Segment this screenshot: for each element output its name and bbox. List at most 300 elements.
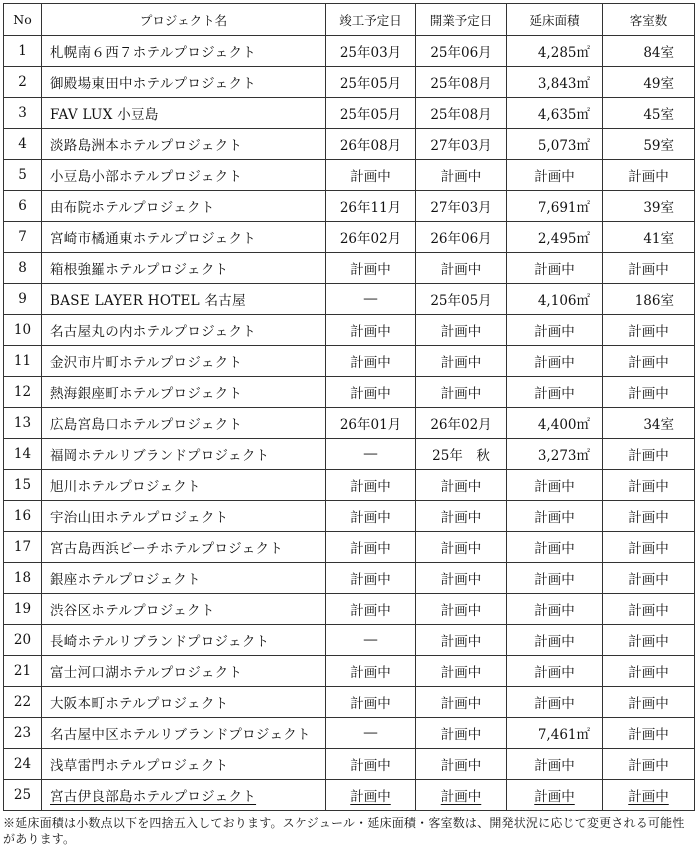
row-room-count-text: 計画中	[628, 169, 669, 185]
row-room-count	[603, 501, 695, 532]
row-completion-date-text: 計画中	[350, 603, 391, 619]
row-no-text: 11	[13, 353, 32, 369]
row-completion-date-text: 計画中	[350, 758, 391, 774]
row-no	[4, 98, 42, 129]
footnote: ※延床面積は小数点以下を四捨五入しております。スケジュール・延床面積・客室数は、開発状況に応じて変更される可能性があります。	[3, 816, 685, 846]
row-room-count	[603, 656, 695, 687]
row-no-text: 7	[18, 229, 27, 245]
row-floor-area-text: 計画中	[534, 603, 575, 619]
row-completion-date-text: ―	[363, 632, 378, 648]
row-room-count-text: 59室	[643, 138, 674, 154]
row-opening-date-text: 計画中	[440, 479, 482, 495]
row-room-count-text: 186室	[634, 293, 674, 309]
row-opening-date	[416, 284, 507, 315]
row-no-text: 6	[18, 198, 27, 214]
row-no	[4, 687, 42, 718]
row-no-text: 22	[13, 694, 32, 710]
table-header-row	[4, 4, 695, 36]
table-row	[4, 749, 695, 780]
row-floor-area-text: 3,273㎡	[537, 448, 590, 464]
row-opening-date-text: 計画中	[440, 355, 482, 371]
row-floor-area-text: 計画中	[534, 479, 575, 495]
row-opening-date	[416, 439, 507, 470]
row-floor-area	[507, 160, 603, 191]
row-floor-area	[507, 222, 603, 253]
row-no-text: 10	[13, 322, 32, 338]
row-room-count	[603, 98, 695, 129]
row-project-name-text: 浅草雷門ホテルプロジェクト	[50, 758, 229, 774]
row-completion-date	[326, 67, 416, 98]
row-room-count	[603, 284, 695, 315]
row-completion-date-text: ―	[363, 725, 378, 741]
row-completion-date-text: 計画中	[350, 665, 391, 681]
row-no	[4, 625, 42, 656]
row-floor-area	[507, 377, 603, 408]
table-row	[4, 656, 695, 687]
row-no-text: 23	[13, 725, 32, 741]
row-floor-area-text: 4,106㎡	[537, 293, 590, 309]
row-completion-date	[326, 160, 416, 191]
row-project-name-text: 宇治山田ホテルプロジェクト	[50, 510, 229, 526]
row-room-count-text: 計画中	[628, 355, 669, 371]
row-completion-date	[326, 749, 416, 780]
row-floor-area	[507, 780, 603, 811]
row-floor-area	[507, 656, 603, 687]
row-floor-area-text: 4,635㎡	[537, 107, 590, 123]
row-room-count	[603, 594, 695, 625]
row-floor-area-text: 計画中	[534, 169, 575, 185]
table-row	[4, 780, 695, 811]
row-opening-date-text: 計画中	[440, 665, 482, 681]
row-no	[4, 470, 42, 501]
row-floor-area	[507, 98, 603, 129]
row-floor-area-text: 計画中	[534, 789, 575, 805]
row-project-name	[42, 532, 326, 563]
row-no	[4, 284, 42, 315]
row-opening-date	[416, 315, 507, 346]
row-project-name-text: 御殿場東田中ホテルプロジェクト	[50, 76, 257, 92]
row-floor-area-text: 3,843㎡	[537, 76, 590, 92]
row-no-text: 4	[18, 136, 27, 152]
row-no	[4, 656, 42, 687]
row-opening-date	[416, 749, 507, 780]
row-completion-date	[326, 98, 416, 129]
row-no-text: 20	[13, 632, 32, 648]
row-floor-area-text: 2,495㎡	[537, 231, 590, 247]
row-project-name-text: FAV LUX 小豆島	[50, 107, 159, 123]
table-row	[4, 563, 695, 594]
row-room-count-text: 45室	[643, 107, 674, 123]
row-project-name-text: 札幌南６西７ホテルプロジェクト	[50, 45, 257, 61]
row-opening-date-text: 計画中	[440, 510, 482, 526]
row-project-name	[42, 439, 326, 470]
row-floor-area-text: 7,461㎡	[537, 727, 590, 743]
row-room-count	[603, 687, 695, 718]
row-floor-area	[507, 718, 603, 749]
row-room-count	[603, 563, 695, 594]
table-row	[4, 129, 695, 160]
row-opening-date	[416, 594, 507, 625]
row-completion-date	[326, 718, 416, 749]
row-project-name-text: 小豆島小部ホテルプロジェクト	[50, 169, 243, 185]
row-project-name-text: 由布院ホテルプロジェクト	[50, 200, 215, 216]
row-no-text: 2	[18, 74, 27, 90]
row-room-count-text: 計画中	[628, 572, 669, 588]
row-opening-date	[416, 346, 507, 377]
row-no	[4, 253, 42, 284]
row-room-count	[603, 532, 695, 563]
row-completion-date-text: 計画中	[350, 541, 391, 557]
row-floor-area-text: 計画中	[534, 510, 575, 526]
row-completion-date-text: 計画中	[350, 510, 391, 526]
row-opening-date-text: 計画中	[440, 696, 482, 712]
row-room-count	[603, 780, 695, 811]
row-no	[4, 36, 42, 67]
row-project-name-text: 渋谷区ホテルプロジェクト	[50, 603, 215, 619]
row-room-count-text: 計画中	[628, 386, 669, 402]
row-opening-date	[416, 780, 507, 811]
row-project-name-text: 宮崎市橘通東ホテルプロジェクト	[50, 231, 257, 247]
row-opening-date	[416, 253, 507, 284]
row-project-name	[42, 470, 326, 501]
row-floor-area-text: 計画中	[534, 355, 575, 371]
row-room-count-text: 計画中	[628, 262, 669, 278]
row-no	[4, 160, 42, 191]
row-no	[4, 315, 42, 346]
row-project-name	[42, 129, 326, 160]
row-room-count	[603, 749, 695, 780]
row-completion-date	[326, 191, 416, 222]
row-opening-date	[416, 656, 507, 687]
row-floor-area	[507, 36, 603, 67]
row-room-count-text: 計画中	[628, 510, 669, 526]
row-opening-date	[416, 160, 507, 191]
row-opening-date-text: 計画中	[440, 572, 482, 588]
row-completion-date	[326, 222, 416, 253]
row-no	[4, 780, 42, 811]
table-row	[4, 625, 695, 656]
row-room-count-text: 39室	[643, 200, 674, 216]
row-room-count-text: 計画中	[628, 479, 669, 495]
row-no	[4, 501, 42, 532]
row-project-name-text: 長崎ホテルリブランドプロジェクト	[50, 634, 270, 650]
row-no-text: 16	[13, 508, 32, 524]
row-floor-area	[507, 67, 603, 98]
table-row	[4, 408, 695, 439]
row-no	[4, 594, 42, 625]
row-completion-date	[326, 470, 416, 501]
row-completion-date-text: 25年03月	[339, 45, 402, 61]
header-no: No	[4, 4, 42, 36]
row-project-name-text: 名古屋中区ホテルリブランドプロジェクト	[50, 727, 311, 743]
row-room-count-text: 84室	[643, 45, 674, 61]
row-room-count-text: 計画中	[628, 634, 669, 650]
row-project-name	[42, 501, 326, 532]
table-row	[4, 718, 695, 749]
row-room-count	[603, 129, 695, 160]
row-opening-date	[416, 408, 507, 439]
row-project-name-text: 宮古伊良部島ホテルプロジェクト	[50, 789, 257, 805]
row-no	[4, 718, 42, 749]
row-opening-date	[416, 687, 507, 718]
row-floor-area	[507, 191, 603, 222]
row-completion-date	[326, 439, 416, 470]
row-floor-area-text: 7,691㎡	[537, 200, 590, 216]
row-no-text: 14	[13, 446, 32, 462]
row-project-name	[42, 594, 326, 625]
row-opening-date	[416, 625, 507, 656]
row-completion-date	[326, 780, 416, 811]
row-opening-date	[416, 470, 507, 501]
row-project-name	[42, 98, 326, 129]
row-floor-area-text: 計画中	[534, 696, 575, 712]
row-opening-date-text: 計画中	[440, 603, 482, 619]
header-opening-date: 開業予定日	[416, 4, 507, 36]
row-project-name	[42, 625, 326, 656]
row-room-count	[603, 160, 695, 191]
row-no-text: 1	[18, 43, 27, 59]
row-project-name	[42, 222, 326, 253]
row-opening-date-text: 計画中	[440, 169, 482, 185]
row-completion-date-text: 計画中	[350, 479, 391, 495]
row-opening-date	[416, 377, 507, 408]
row-completion-date	[326, 532, 416, 563]
row-floor-area	[507, 253, 603, 284]
row-completion-date	[326, 253, 416, 284]
row-project-name	[42, 563, 326, 594]
row-floor-area-text: 4,285㎡	[537, 45, 590, 61]
row-floor-area-text: 計画中	[534, 758, 575, 774]
row-floor-area	[507, 594, 603, 625]
row-project-name	[42, 780, 326, 811]
row-floor-area	[507, 532, 603, 563]
row-floor-area	[507, 129, 603, 160]
row-project-name-text: 福岡ホテルリブランドプロジェクト	[50, 448, 270, 464]
row-opening-date-text: 25年 秋	[432, 448, 490, 464]
row-floor-area	[507, 749, 603, 780]
row-room-count	[603, 625, 695, 656]
row-opening-date-text: 計画中	[440, 727, 482, 743]
row-floor-area-text: 計画中	[534, 634, 575, 650]
row-project-name-text: 箱根強羅ホテルプロジェクト	[50, 262, 229, 278]
row-no-text: 15	[13, 477, 32, 493]
row-room-count-text: 計画中	[628, 696, 669, 712]
row-project-name-text: 熱海銀座町ホテルプロジェクト	[50, 386, 243, 402]
row-no	[4, 67, 42, 98]
table-row	[4, 687, 695, 718]
row-room-count-text: 計画中	[628, 541, 669, 557]
row-opening-date-text: 27年03月	[430, 200, 492, 216]
row-floor-area	[507, 501, 603, 532]
row-completion-date	[326, 501, 416, 532]
row-floor-area-text: 5,073㎡	[537, 138, 590, 154]
row-completion-date-text: ―	[363, 291, 378, 307]
row-completion-date-text: 26年08月	[339, 138, 402, 154]
row-opening-date	[416, 501, 507, 532]
row-project-name-text: BASE LAYER HOTEL 名古屋	[50, 293, 246, 309]
row-project-name-text: 広島宮島口ホテルプロジェクト	[50, 417, 243, 433]
row-no-text: 25	[13, 787, 32, 803]
row-no-text: 8	[18, 260, 27, 276]
row-project-name	[42, 160, 326, 191]
row-completion-date-text: 計画中	[350, 386, 391, 402]
row-project-name	[42, 749, 326, 780]
row-floor-area-text: 計画中	[534, 262, 575, 278]
row-opening-date	[416, 98, 507, 129]
row-room-count-text: 計画中	[628, 603, 669, 619]
row-no	[4, 532, 42, 563]
row-project-name-text: 宮古島西浜ビーチホテルプロジェクト	[50, 541, 284, 557]
row-room-count-text: 34室	[643, 417, 674, 433]
row-project-name	[42, 718, 326, 749]
header-floor-area: 延床面積	[507, 4, 603, 36]
table-row	[4, 315, 695, 346]
row-project-name	[42, 687, 326, 718]
row-completion-date-text: 26年01月	[339, 417, 402, 433]
row-opening-date	[416, 191, 507, 222]
row-room-count-text: 計画中	[628, 665, 669, 681]
row-floor-area	[507, 315, 603, 346]
row-room-count	[603, 346, 695, 377]
row-room-count	[603, 67, 695, 98]
row-project-name	[42, 377, 326, 408]
header-project-name: プロジェクト名	[42, 4, 326, 36]
row-floor-area	[507, 563, 603, 594]
row-room-count-text: 計画中	[628, 727, 669, 743]
row-room-count	[603, 191, 695, 222]
row-project-name	[42, 191, 326, 222]
row-completion-date	[326, 129, 416, 160]
row-no-text: 5	[18, 167, 27, 183]
row-no-text: 3	[18, 105, 27, 121]
row-project-name	[42, 315, 326, 346]
row-floor-area	[507, 346, 603, 377]
table-row	[4, 501, 695, 532]
table-row	[4, 67, 695, 98]
row-project-name	[42, 36, 326, 67]
row-completion-date	[326, 687, 416, 718]
row-no	[4, 439, 42, 470]
row-no-text: 18	[13, 570, 32, 586]
row-completion-date	[326, 408, 416, 439]
row-completion-date	[326, 36, 416, 67]
table-row	[4, 346, 695, 377]
row-opening-date-text: 27年03月	[430, 138, 492, 154]
row-room-count-text: 計画中	[628, 789, 669, 805]
row-completion-date-text: 計画中	[350, 696, 391, 712]
row-opening-date-text: 26年06月	[430, 231, 492, 247]
row-no	[4, 191, 42, 222]
table-row	[4, 470, 695, 501]
row-opening-date-text: 計画中	[440, 758, 482, 774]
row-completion-date-text: 計画中	[350, 169, 391, 185]
row-room-count	[603, 408, 695, 439]
row-room-count	[603, 36, 695, 67]
row-floor-area-text: 計画中	[534, 572, 575, 588]
row-opening-date-text: 計画中	[440, 262, 482, 278]
row-completion-date	[326, 377, 416, 408]
row-project-name-text: 大阪本町ホテルプロジェクト	[50, 696, 229, 712]
row-room-count	[603, 222, 695, 253]
table-row	[4, 98, 695, 129]
row-floor-area	[507, 408, 603, 439]
row-no-text: 9	[18, 291, 27, 307]
row-no-text: 21	[13, 663, 32, 679]
row-opening-date-text: 25年08月	[430, 76, 492, 92]
row-room-count	[603, 470, 695, 501]
row-opening-date-text: 計画中	[440, 324, 482, 340]
row-floor-area-text: 4,400㎡	[537, 417, 590, 433]
row-opening-date	[416, 718, 507, 749]
row-floor-area	[507, 625, 603, 656]
table-row	[4, 191, 695, 222]
row-no	[4, 563, 42, 594]
row-project-name	[42, 656, 326, 687]
row-no-text: 17	[13, 539, 32, 555]
row-room-count-text: 計画中	[628, 448, 669, 464]
row-completion-date	[326, 563, 416, 594]
row-room-count	[603, 315, 695, 346]
row-floor-area	[507, 687, 603, 718]
row-no	[4, 129, 42, 160]
row-room-count-text: 計画中	[628, 324, 669, 340]
row-completion-date-text: 計画中	[350, 355, 391, 371]
row-opening-date-text: 計画中	[440, 386, 482, 402]
row-project-name-text: 名古屋丸の内ホテルプロジェクト	[50, 324, 257, 340]
row-completion-date	[326, 656, 416, 687]
row-opening-date-text: 計画中	[440, 634, 482, 650]
row-no-text: 12	[13, 384, 32, 400]
row-opening-date	[416, 129, 507, 160]
row-completion-date-text: ―	[363, 446, 378, 462]
header-room-count: 客室数	[603, 4, 695, 36]
row-completion-date-text: 25年05月	[339, 107, 402, 123]
row-no-text: 24	[13, 756, 32, 772]
row-no	[4, 408, 42, 439]
row-opening-date	[416, 563, 507, 594]
row-no-text: 19	[13, 601, 32, 617]
row-floor-area-text: 計画中	[534, 665, 575, 681]
row-completion-date-text: 計画中	[350, 262, 391, 278]
row-completion-date	[326, 284, 416, 315]
row-floor-area-text: 計画中	[534, 541, 575, 557]
header-completion-date: 竣工予定日	[326, 4, 416, 36]
row-project-name-text: 富士河口湖ホテルプロジェクト	[50, 665, 243, 681]
row-completion-date-text: 26年11月	[339, 200, 402, 216]
row-opening-date-text: 25年06月	[430, 45, 492, 61]
row-completion-date-text: 計画中	[350, 789, 391, 805]
table-row	[4, 439, 695, 470]
row-project-name-text: 金沢市片町ホテルプロジェクト	[50, 355, 243, 371]
table-row	[4, 594, 695, 625]
row-project-name-text: 旭川ホテルプロジェクト	[50, 479, 201, 495]
table-row	[4, 160, 695, 191]
row-completion-date-text: 計画中	[350, 324, 391, 340]
row-project-name	[42, 253, 326, 284]
row-completion-date	[326, 346, 416, 377]
row-project-name	[42, 346, 326, 377]
row-opening-date-text: 計画中	[440, 789, 482, 805]
row-opening-date	[416, 36, 507, 67]
row-no	[4, 377, 42, 408]
row-project-name-text: 淡路島洲本ホテルプロジェクト	[50, 138, 243, 154]
row-completion-date-text: 26年02月	[339, 231, 402, 247]
row-no	[4, 222, 42, 253]
row-project-name-text: 銀座ホテルプロジェクト	[50, 572, 201, 588]
row-floor-area-text: 計画中	[534, 386, 575, 402]
row-opening-date-text: 計画中	[440, 541, 482, 557]
row-floor-area	[507, 470, 603, 501]
